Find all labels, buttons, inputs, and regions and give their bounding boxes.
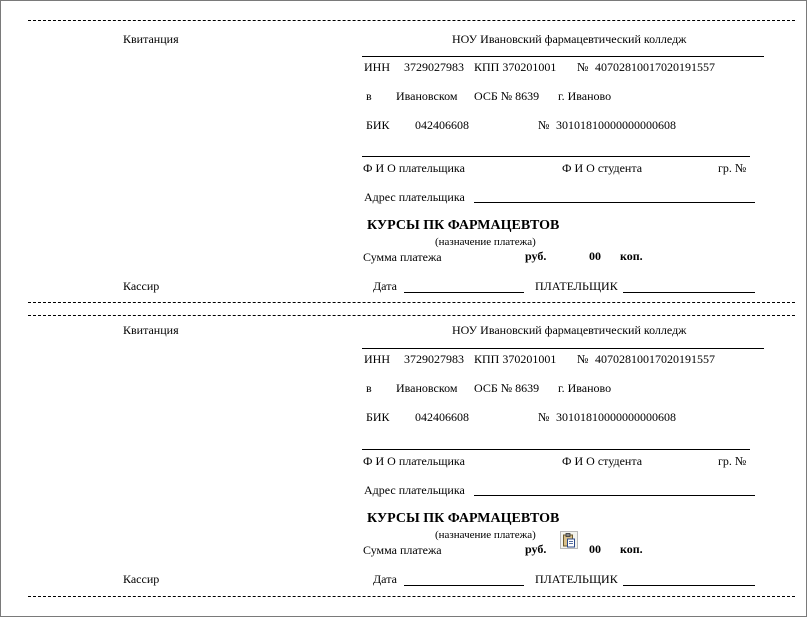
date-label: Дата [373,572,397,586]
corr-number-sign: № [538,118,550,132]
payer-signature-label: ПЛАТЕЛЬЩИК [535,279,618,293]
org-name: НОУ Ивановский фармацевтический колледж [452,323,687,337]
bik-label: БИК [366,410,390,424]
date-label: Дата [373,279,397,293]
bank-city: Ивановском [396,381,458,395]
inn-label: ИНН [364,60,390,74]
cashier-label: Кассир [123,572,160,586]
sum-label: Сумма платежа [363,543,442,557]
bank-prefix: в [366,89,372,103]
purpose-caption: (назначение платежа) [435,236,536,248]
kop-value: 00 [589,542,601,556]
bik-value: 042406608 [415,118,469,132]
cut-line-middle-2 [28,315,795,316]
paste-options-icon[interactable] [560,531,578,549]
corr-account-value: 30101810000000000608 [556,118,676,132]
osb-value: ОСБ № 8639 [474,89,540,103]
receipt-title: Квитанция [123,32,179,46]
org-underline [362,56,764,57]
account-number-sign: № [577,352,589,366]
corr-account-value: 30101810000000000608 [556,410,676,424]
cashier-label: Кассир [123,279,160,293]
group-label: гр. № [718,454,747,468]
inn-label: ИНН [364,352,390,366]
payer-fio-label: Ф И О плательщика [363,454,465,468]
payer-signature-line [623,292,755,293]
fio-line [362,449,750,450]
bank-city: Ивановском [396,89,458,103]
account-value: 40702810017020191557 [595,352,715,366]
cut-line-top [28,20,795,21]
corr-number-sign: № [538,410,550,424]
address-label: Адрес плательщика [364,483,465,497]
fio-line [362,156,750,157]
city-value: г. Иваново [558,89,612,103]
cut-line-bottom [28,596,795,597]
receipt-title: Квитанция [123,323,179,337]
address-line [474,202,755,203]
group-label: гр. № [718,161,747,175]
address-label: Адрес плательщика [364,190,465,204]
bik-value: 042406608 [415,410,469,424]
rub-label: руб. [525,542,547,556]
osb-value: ОСБ № 8639 [474,381,540,395]
student-fio-label: Ф И О студента [562,161,643,175]
rub-label: руб. [525,249,547,263]
bank-prefix: в [366,381,372,395]
clipboard-icon [561,532,577,548]
org-underline [362,348,764,349]
cut-line-middle-1 [28,302,795,303]
inn-value: 3729027983 [404,352,464,366]
purpose-caption: (назначение платежа) [435,529,536,541]
kpp-value: КПП 370201001 [474,60,557,74]
date-line [404,585,524,586]
kop-label: коп. [620,542,643,556]
bik-label: БИК [366,118,390,132]
address-line [474,495,755,496]
course-title: КУРСЫ ПК ФАРМАЦЕВТОВ [367,218,560,233]
course-title: КУРСЫ ПК ФАРМАЦЕВТОВ [367,511,560,526]
payer-signature-label: ПЛАТЕЛЬЩИК [535,572,618,586]
sum-label: Сумма платежа [363,250,442,264]
kpp-value: КПП 370201001 [474,352,557,366]
student-fio-label: Ф И О студента [562,454,643,468]
account-number-sign: № [577,60,589,74]
org-name: НОУ Ивановский фармацевтический колледж [452,32,687,46]
kop-label: коп. [620,249,643,263]
city-value: г. Иваново [558,381,612,395]
date-line [404,292,524,293]
inn-value: 3729027983 [404,60,464,74]
account-value: 40702810017020191557 [595,60,715,74]
payer-signature-line [623,585,755,586]
kop-value: 00 [589,249,601,263]
payer-fio-label: Ф И О плательщика [363,161,465,175]
